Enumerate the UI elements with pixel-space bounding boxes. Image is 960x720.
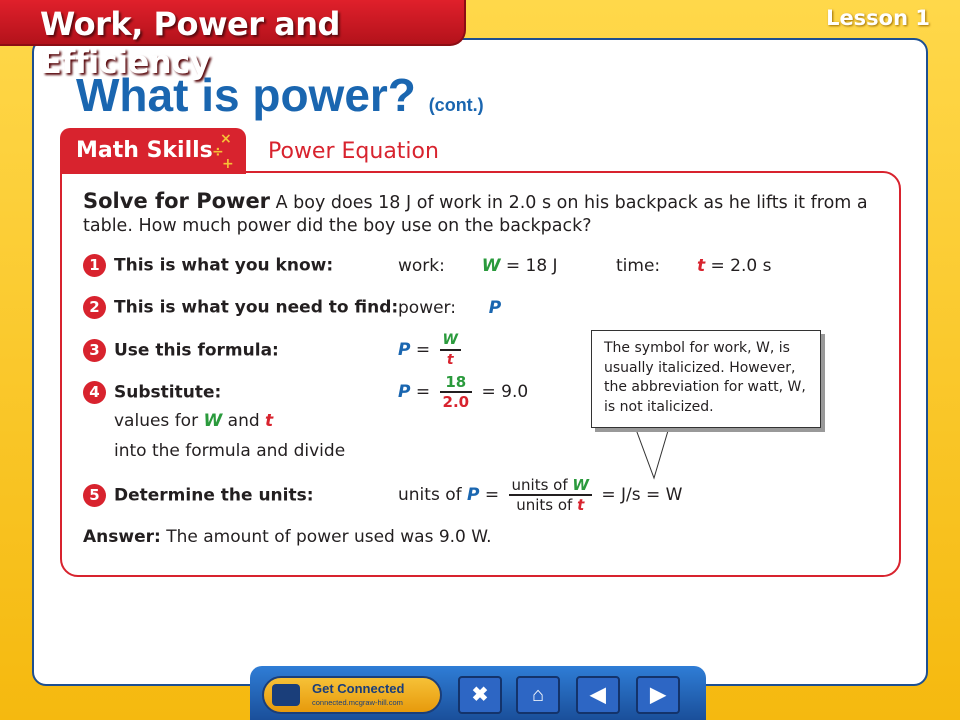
answer-text: The amount of power used was 9.0 W.: [166, 527, 492, 547]
callout-note: The symbol for work, W, is usually italicized. However, the abbreviation for watt, W, is not italicized.: [591, 330, 821, 428]
get-connected-button[interactable]: [262, 676, 442, 714]
get-connected-label: Get Connected: [312, 681, 405, 696]
work-label: work:: [398, 256, 445, 276]
next-arrow-icon: ▶: [650, 684, 666, 706]
step-number: 2: [83, 296, 106, 319]
heading-suffix: (cont.): [428, 95, 484, 115]
substitute-line-3: into the formula and divide: [114, 441, 346, 461]
svg-text:÷: ÷: [212, 144, 224, 160]
formula-lhs: P: [398, 340, 411, 360]
page-title: [76, 68, 484, 122]
units-den-var: t: [577, 496, 585, 514]
units-num-text: units of: [511, 476, 568, 494]
substitution: [398, 373, 528, 411]
home-icon: ⌂: [531, 684, 545, 706]
heading-text: What is power?: [76, 69, 416, 121]
answer-label: Answer:: [83, 527, 161, 547]
get-connected-url: connected.mcgraw-hill.com: [312, 698, 403, 707]
time-known: [616, 256, 771, 276]
units-numerator: [509, 476, 592, 496]
units-result: = J/s = W: [601, 485, 683, 505]
back-arrow-icon: ◀: [590, 684, 606, 706]
subst-equals: =: [415, 382, 431, 402]
title-banner: [0, 0, 466, 81]
units-equals: =: [484, 485, 500, 505]
subst-lhs: P: [398, 382, 411, 402]
power-formula: [398, 331, 465, 369]
step-3: [83, 339, 279, 362]
subst-var-t: t: [265, 411, 274, 431]
formula-denominator: t: [446, 352, 454, 368]
step-number: 5: [83, 484, 106, 507]
step-label: Determine the units:: [114, 485, 314, 506]
units-num-var: W: [572, 476, 589, 494]
units-den-text: units of: [516, 496, 573, 514]
substitute-line-2: [114, 411, 273, 431]
subst-numerator: 18: [440, 373, 473, 393]
subst-text: values for: [114, 411, 199, 431]
back-button[interactable]: [576, 676, 620, 714]
step-label: Substitute:: [114, 382, 222, 403]
step-label: Use this formula:: [114, 340, 279, 361]
power-label: power:: [398, 298, 456, 318]
math-operators-icon: [212, 130, 238, 170]
step-number: 1: [83, 254, 106, 277]
svg-text:×: ×: [220, 131, 232, 147]
power-unknown: [398, 298, 501, 318]
step-label: This is what you know:: [114, 255, 334, 276]
work-value: = 18 J: [505, 256, 558, 276]
step-label: This is what you need to find:: [114, 297, 399, 318]
svg-text:+: +: [222, 156, 234, 170]
section-title: Power Equation: [268, 139, 439, 164]
math-skills-label: Math Skills: [76, 138, 213, 163]
work-variable: W: [481, 256, 501, 276]
lesson-label: Lesson 1: [826, 6, 930, 30]
step-number: 3: [83, 339, 106, 362]
answer-line: [83, 527, 492, 547]
home-button[interactable]: [516, 676, 560, 714]
problem-statement: [83, 190, 873, 238]
formula-numerator: W: [440, 331, 461, 351]
step-2: [83, 296, 398, 319]
formula-equals: =: [415, 340, 431, 360]
step-4: [83, 381, 221, 404]
time-value: = 2.0 s: [710, 256, 772, 276]
subst-result: = 9.0: [481, 382, 529, 402]
problem-text: A boy does 18 J of work in 2.0 s on his backpack as he lifts it from a table. How much power did the boy use on the backpack?: [83, 193, 868, 236]
subst-denominator: 2.0: [442, 393, 470, 411]
step-number: 4: [83, 381, 106, 404]
close-icon: ✖: [471, 684, 489, 706]
close-button[interactable]: [458, 676, 502, 714]
units-var-p: P: [467, 485, 480, 505]
time-label: time:: [616, 256, 661, 276]
units-denominator: [509, 496, 592, 514]
step-1: [83, 254, 333, 277]
subst-fraction: [440, 373, 473, 411]
callout-pointer: [630, 424, 680, 482]
units-fraction: [509, 476, 592, 514]
time-variable: t: [696, 256, 706, 276]
computer-icon: [272, 684, 300, 706]
units-prefix: units of: [398, 485, 462, 505]
step-5: [83, 484, 314, 507]
next-button[interactable]: [636, 676, 680, 714]
problem-label: Solve for Power: [83, 189, 271, 213]
subst-var-w: W: [203, 411, 223, 431]
work-known: [398, 256, 558, 276]
power-variable: P: [488, 298, 502, 318]
chapter-title: Work, Power and Efficiency: [40, 5, 340, 81]
subst-and: and: [227, 411, 260, 431]
formula-fraction: [440, 331, 461, 369]
